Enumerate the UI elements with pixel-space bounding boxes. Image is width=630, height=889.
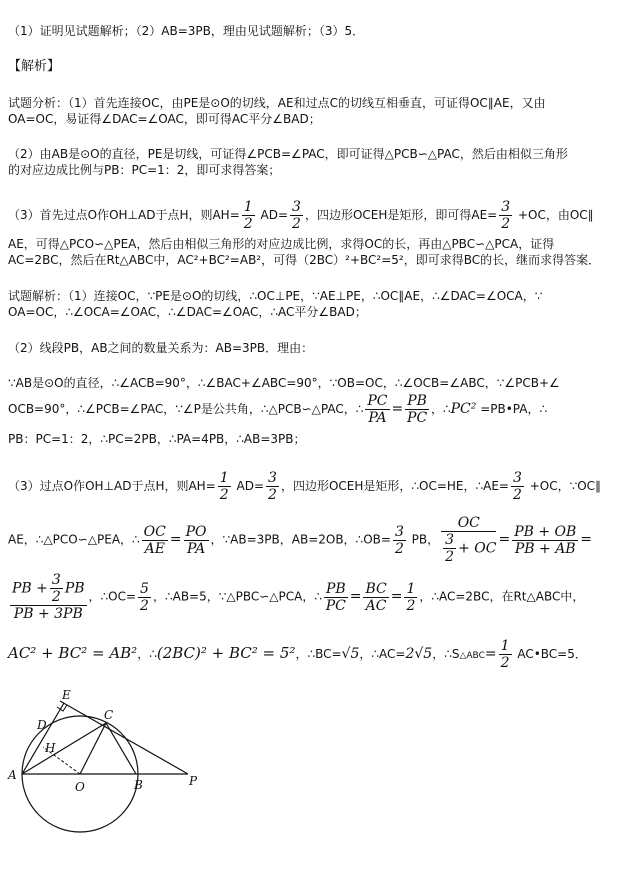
- fraction-half: $\frac{1}{2}$: [243, 199, 253, 232]
- solution-line-3b: AE，∴△PCO∽△PEA，∴ $\frac{OC}{AE}$ = $\frac{PO}{PA}$ ，∵AB=3PB，AB=2OB，∴OB= $\frac{3}{2}$ PB， OC $\frac{3}{2}$ + OC = $\frac{PB + OB}{PB + AB}$ =: [8, 515, 593, 565]
- solution-line-1b: OA=OC，∴∠OCA=∠OAC，∴∠DAC=∠OAC，∴AC平分∠BAD；: [8, 305, 367, 319]
- label-e: E: [62, 688, 71, 702]
- fraction-five-halves: $\frac{5}{2}$: [140, 580, 149, 614]
- analysis-line-3c: AC=2BC，然后在Rt△ABC中，AC²+BC²=AB²，可得（2BC）²+BC²=5²，即可求得BC的长，继而求得答案．: [8, 253, 601, 267]
- fraction-three-halves: $\frac{3}{2}$: [445, 532, 455, 565]
- solution-line-2b: ∵AB是⊙O的直径，∴∠ACB=90°，∴∠BAC+∠ABC=90°，∵OB=OC，∴∠OCB=∠ABC，∵∠PCB+∠: [8, 376, 560, 390]
- analysis-line-1b: OA=OC，易证得∠DAC=∠OAC，即可得AC平分∠BAD；: [8, 112, 321, 126]
- fraction-oc-over-ae-expr: OC $\frac{3}{2}$ + OC: [441, 516, 496, 564]
- label-a: A: [8, 768, 17, 782]
- analysis-line-3a: （3）首先过点O作OH⊥AD于点H，则AH= $\frac{1}{2}$ AD= $\frac{3}{2}$ ，四边形OCEH是矩形，即可得AE= $\frac{3}{2}$ +OC，由OC∥: [8, 199, 594, 232]
- fraction-three-halves: $\frac{3}{2}$: [501, 199, 511, 232]
- section-title: 【解析】: [8, 59, 61, 74]
- geometry-figure: [0, 685, 220, 875]
- fraction-pb-expr: PB + $\frac{3}{2}$ PB PB + 3PB: [12, 572, 85, 622]
- analysis-line-1a: 试题分析：（1）首先连接OC，由PE是⊙O的切线，AE和过点C的切线互相垂直，可证得OC∥AE，又由: [8, 96, 546, 110]
- label-p: P: [189, 774, 198, 788]
- label-c: C: [104, 708, 114, 722]
- fraction-oc-ae: $\frac{OC}{AE}$: [143, 523, 166, 557]
- analysis-line-2a: （2）由AB是⊙O的直径，PE是切线，可证得∠PCB=∠PAC，即可证得△PCB∽△PAC，然后由相似三角形: [8, 147, 568, 161]
- line-ae: [22, 703, 64, 774]
- fraction-three-halves: $\frac{3}{2}$: [51, 572, 61, 605]
- fraction-po-pa: $\frac{PO}{PA}$: [185, 523, 207, 557]
- fraction-half: $\frac{1}{2}$: [500, 638, 510, 671]
- solution-line-2d: PB：PC=1：2，∴PC=2PB，∴PA=4PB，∴AB=3PB；: [8, 432, 306, 446]
- solution-line-3a: （3）过点O作OH⊥AD于点H，则AH= $\frac{1}{2}$ AD= $\frac{3}{2}$ ，四边形OCEH是矩形，∴OC=HE，∴AE= $\frac{3}{2}$ +OC，∵OC∥: [8, 470, 602, 503]
- fraction-three-halves: $\frac{3}{2}$: [292, 199, 301, 232]
- label-b: B: [134, 778, 143, 792]
- fraction-three-halves: $\frac{3}{2}$: [394, 523, 404, 557]
- fraction-three-halves: $\frac{3}{2}$: [512, 470, 522, 503]
- fraction-half: $\frac{1}{2}$: [219, 470, 229, 503]
- solution-line-2a: （2）线段PB，AB之间的数量关系为：AB=3PB．理由：: [8, 341, 314, 355]
- substituted-equation: (2BC)² + BC² = 5²: [156, 644, 296, 662]
- fraction-three-halves: $\frac{3}{2}$: [268, 470, 277, 503]
- answer-line: （1）证明见试题解析；（2）AB=3PB，理由见试题解析；（3）5．: [8, 24, 365, 38]
- solution-line-3d: AC² + BC² = AB²，∴(2BC)² + BC² = 5²，∴BC=√5，∴AC=2√5，∴S△ABC= $\frac{1}{2}$ AC•BC=5．: [8, 638, 587, 671]
- pythagoras-equation: AC² + BC² = AB²: [8, 644, 138, 662]
- area-subscript: △ABC: [459, 651, 485, 661]
- label-h: H: [45, 741, 56, 755]
- analysis-line-3b: AE，可得△PCO∽△PEA，然后由相似三角形的对应边成比例，求得OC的长，再由△PBC∽△PCA，证得: [8, 237, 555, 251]
- solution-line-1a: 试题解析：（1）连接OC，∵PE是⊙O的切线，∴OC⊥PE，∵AE⊥PE，∴OC∥AE，∴∠DAC=∠OCA，∵: [8, 289, 543, 303]
- fraction-pb-pc: $\frac{PB}{PC}$: [325, 580, 346, 614]
- analysis-line-2b: 的对应边成比例与PB：PC=1：2，即可求得答案；: [8, 163, 281, 177]
- fraction-pc-pa: $\frac{PC}{PA}$: [367, 393, 388, 426]
- fraction-half: $\frac{1}{2}$: [406, 580, 416, 614]
- label-d: D: [37, 718, 47, 732]
- fraction-pb-ob: $\frac{PB + OB}{PB + AB}$: [514, 523, 577, 557]
- solution-line-2c: OCB=90°，∴∠PCB=∠PAC，∵∠P是公共角，∴△PCB∽△PAC，∴ $\frac{PC}{PA}$ = $\frac{PB}{PC}$ ，∴PC² =PB•PA，∴: [8, 393, 548, 426]
- solution-line-3c: PB + $\frac{3}{2}$ PB PB + 3PB ，∴OC= $\frac{5}{2}$ ，∴AB=5，∵△PBC∽△PCA，∴ $\frac{PB}{PC}$ = $\frac{BC}{AC}$ = $\frac{1}{2}$ ，∴AC=2BC，在Rt△ABC中，: [12, 572, 585, 622]
- label-o: O: [75, 780, 85, 794]
- line-pe: [60, 701, 188, 774]
- fraction-pb-pc: $\frac{PB}{PC}$: [407, 393, 428, 426]
- fraction-bc-ac: $\frac{BC}{AC}$: [365, 580, 387, 614]
